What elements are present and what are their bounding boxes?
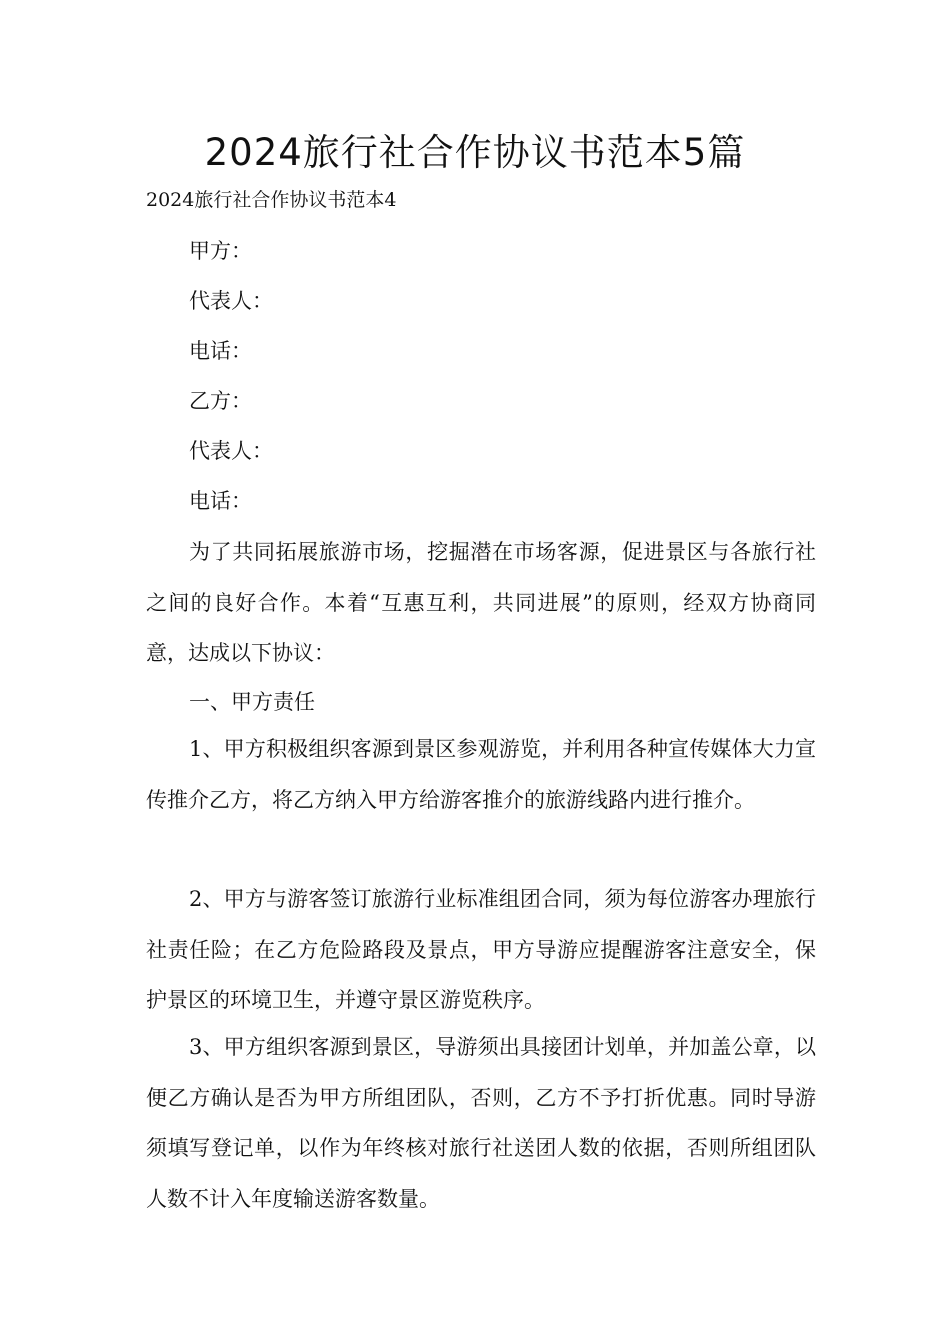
party-a-field: 甲方： (189, 239, 252, 263)
clause-1-paragraph: 1、甲方积极组织客源到景区参观游览，并利用各种宣传媒体大力宣传推介乙方，将乙方纳入甲方给游客推介的旅游线路内进行推介。 (146, 737, 816, 812)
representative-b-field: 代表人： (189, 439, 273, 463)
document-subtitle: 2024旅行社合作协议书范本4 (146, 189, 397, 211)
document-title: 2024旅行社合作协议书范本5篇 (204, 131, 746, 174)
section-1-heading: 一、甲方责任 (189, 690, 315, 714)
party-b-field: 乙方： (189, 389, 252, 413)
intro-paragraph: 为了共同拓展旅游市场，挖掘潜在市场客源，促进景区与各旅行社之间的良好合作。本着“互惠互利，共同进展”的原则，经双方协商同意，达成以下协议： (146, 540, 816, 665)
representative-a-field: 代表人： (189, 289, 273, 313)
clause-2-paragraph: 2、甲方与游客签订旅游行业标准组团合同，须为每位游客办理旅行社责任险；在乙方危险路段及景点，甲方导游应提醒游客注意安全，保护景区的环境卫生，并遵守景区游览秩序。 (146, 887, 816, 1012)
clause-3-paragraph: 3、甲方组织客源到景区，导游须出具接团计划单，并加盖公章，以便乙方确认是否为甲方所组团队，否则，乙方不予打折优惠。同时导游须填写登记单，以作为年终核对旅行社送团人数的依据，否则所组团队人数不计入年度输送游客数量。 (146, 1035, 816, 1211)
phone-a-field: 电话： (189, 339, 252, 363)
phone-b-field: 电话： (189, 489, 252, 513)
